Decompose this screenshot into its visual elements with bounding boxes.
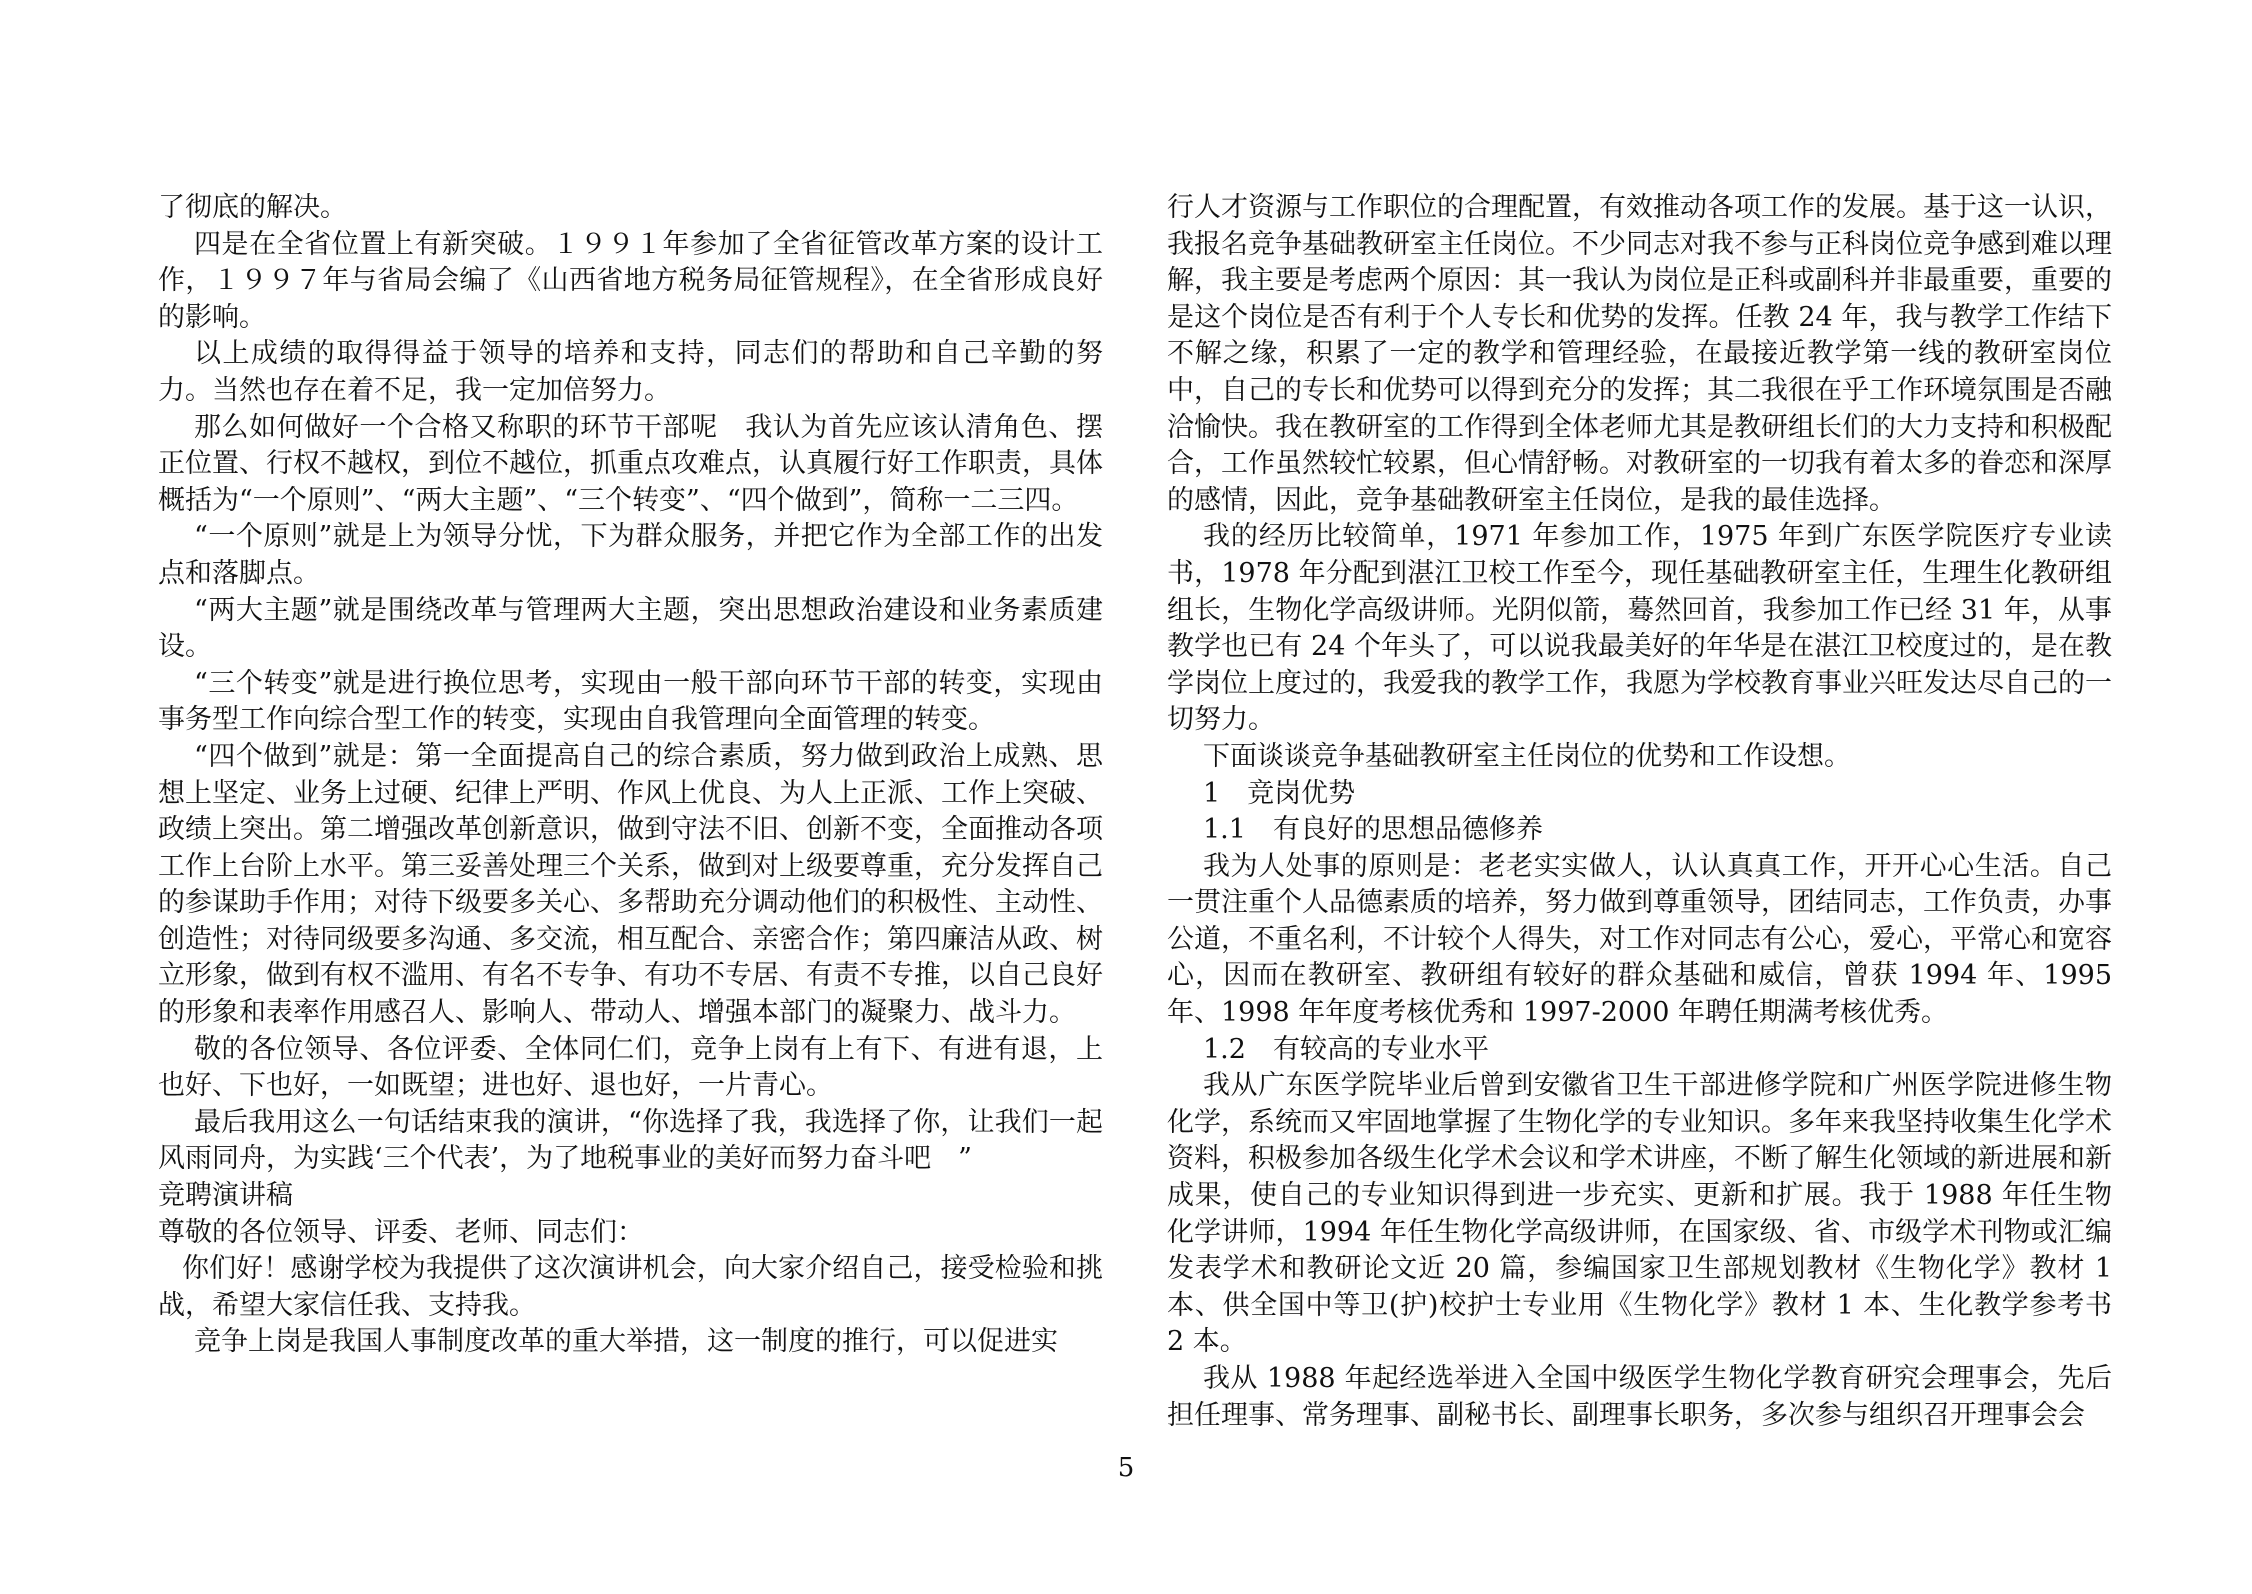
paragraph: 那么如何做好一个合格又称职的环节干部呢 我认为首先应该认清角色、摆正位置、行权不越权，到位不越位，抓重点攻难点，认真履行好工作职责，具体概括为“一个原则”、“两大主题”、“三个转变”、“四个做到”，简称一二三四。: [158, 411, 1103, 516]
paragraph: 竞争上岗是我国人事制度改革的重大举措，这一制度的推行，可以促进实: [194, 1326, 1058, 1358]
paragraph: 我从 1988 年起经选举进入全国中级医学生物化学教育研究会理事会，先后担任理事、常务理事、副秘书长、副理事长职务，多次参与组织召开理事会会: [1167, 1363, 2112, 1431]
paragraph: 1.1 有良好的思想品德修养: [1203, 814, 1543, 846]
paragraph: 我为人处事的原则是：老老实实做人，认认真真工作，开开心心生活。自己一贯注重个人品德素质的培养，努力做到尊重领导，团结同志，工作负责，办事公道，不重名利，不计较个人得失，对工作对同志有公心，爱心，平常心和宽容心，因而在教研室、教研组有较好的群众基础和威信，曾获 1994 年、1995 年、1998 年年度考核优秀和 1997-2000 年聘任期满考核优秀。: [1167, 850, 2112, 1029]
paragraph: “一个原则”就是上为领导分忧，下为群众服务，并把它作为全部工作的出发点和落脚点。: [158, 521, 1103, 589]
paragraph: 1 竞岗优势: [1203, 777, 1356, 809]
paragraph: 我的经历比较简单，1971 年参加工作，1975 年到广东医学院医疗专业读书，1978 年分配到湛江卫校工作至今，现任基础教研室主任，生理生化教研组组长，生物化学高级讲师。光阴似箭，蓦然回首，我参加工作已经 31 年，从事教学也已有 24 个年头了，可以说我最美好的年华是在湛江卫校度过的，是在教学岗位上度过的，我爱我的教学工作，我愿为学校教育事业兴旺发达尽自己的一切努力。: [1167, 521, 2112, 736]
page-number: 5: [1117, 1453, 1135, 1483]
paragraph: 行人才资源与工作职位的合理配置，有效推动各项工作的发展。基于这一认识，我报名竞争基础教研室主任岗位。不少同志对我不参与正科岗位竞争感到难以理解，我主要是考虑两个原因：其一我认为岗位是正科或副科并非最重要，重要的是这个岗位是否有利于个人专长和优势的发挥。任教 24 年，我与教学工作结下不解之缘，积累了一定的教学和管理经验，在最接近教学第一线的教研室岗位中，自己的专长和优势可以得到充分的发挥；其二我很在乎工作环境氛围是否融洽愉快。我在教研室的工作得到全体老师尤其是教研组长们的大力支持和积极配合，工作虽然较忙较累，但心情舒畅。对教研室的一切我有着太多的眷恋和深厚的感情，因此，竞争基础教研室主任岗位，是我的最佳选择。: [1167, 192, 2112, 516]
right-text-column: [1167, 190, 2112, 1434]
paragraph: 我从广东医学院毕业后曾到安徽省卫生干部进修学院和广州医学院进修生物化学，系统而又牢固地掌握了生物化学的专业知识。多年来我坚持收集生化学术资料，积极参加各级生化学术会议和学术讲座，不断了解生化领域的新进展和新成果，使自己的专业知识得到进一步充实、更新和扩展。我于 1988 年任生物化学讲师，1994 年任生物化学高级讲师，在国家级、省、市级学术刊物或汇编发表学术和教研论文近 20 篇，参编国家卫生部规划教材《生物化学》教材 1 本、供全国中等卫(护)校护士专业用《生物化学》教材 1 本、生化教学参考书 2 本。: [1167, 1070, 2112, 1358]
paragraph: 竞聘演讲稿: [158, 1180, 293, 1212]
paragraph: “两大主题”就是围绕改革与管理两大主题，突出思想政治建设和业务素质建设。: [158, 594, 1103, 663]
paragraph: 四是在全省位置上有新突破。１９９１年参加了全省征管改革方案的设计工作，１９９７年与省局会编了《山西省地方税务局征管规程》，在全省形成良好的影响。: [158, 228, 1103, 333]
left-text-column: [158, 190, 1103, 1361]
paragraph: 尊敬的各位领导、评委、老师、同志们：: [158, 1216, 644, 1248]
paragraph: 1.2 有较高的专业水平: [1203, 1033, 1489, 1065]
paragraph: 了彻底的解决。: [158, 192, 347, 223]
paragraph: 以上成绩的取得得益于领导的培养和支持，同志们的帮助和自己辛勤的努力。当然也存在着不足，我一定加倍努力。: [158, 338, 1103, 406]
paragraph: “三个转变”就是进行换位思考，实现由一般干部向环节干部的转变，实现由事务型工作向综合型工作的转变，实现由自我管理向全面管理的转变。: [158, 667, 1103, 736]
paragraph: 最后我用这么一句话结束我的演讲，“你选择了我，我选择了你，让我们一起风雨同舟，为实践‘三个代表’，为了地税事业的美好而努力奋斗吧 ”: [158, 1106, 1103, 1175]
paragraph: “四个做到”就是：第一全面提高自己的综合素质，努力做到政治上成熟、思想上坚定、业务上过硬、纪律上严明、作风上优良、为人上正派、工作上突破、政绩上突出。第二增强改革创新意识，做到守法不旧、创新不变，全面推动各项工作上台阶上水平。第三妥善处理三个关系，做到对上级要尊重，充分发挥自己的参谋助手作用；对待下级要多关心、多帮助充分调动他们的积极性、主动性、创造性；对待同级要多沟通、多交流，相互配合、亲密合作；第四廉洁从政、树立形象，做到有权不滥用、有名不专争、有功不专居、有责不专推，以自己良好的形象和表率作用感召人、影响人、带动人、增强本部门的凝聚力、战斗力。: [158, 740, 1103, 1029]
paragraph: 你们好！感谢学校为我提供了这次演讲机会，向大家介绍自己，接受检验和挑战，希望大家信任我、支持我。: [158, 1253, 1103, 1321]
paragraph: 下面谈谈竞争基础教研室主任岗位的优势和工作设想。: [1203, 740, 1851, 772]
paragraph: 敬的各位领导、各位评委、全体同仁们，竞争上岗有上有下、有进有退，上也好、下也好，一如既望；进也好、退也好，一片青心。: [158, 1033, 1103, 1102]
